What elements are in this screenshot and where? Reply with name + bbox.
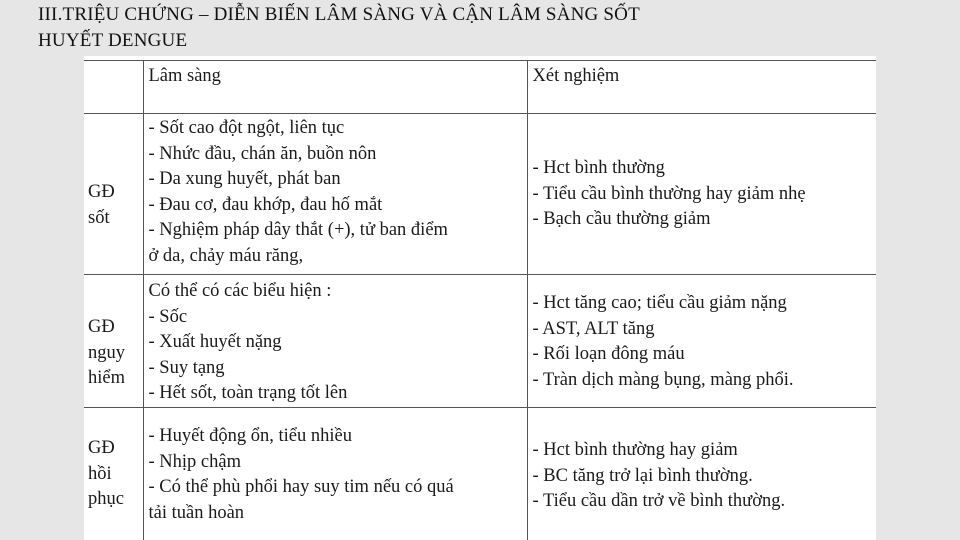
stage-line: sốt (88, 207, 110, 228)
table-header-row (84, 61, 876, 114)
clinical-line: - Có thể phù phổi hay suy tim nếu có quá (148, 477, 454, 497)
lab-line: - Hct bình thường hay giảm (532, 440, 738, 460)
stage-line: GĐ (88, 438, 115, 458)
lab-line: - Bạch cầu thường giảm (532, 209, 711, 229)
table-image (84, 56, 876, 540)
title-line-2: HUYẾT DENGUE (38, 30, 188, 51)
stage-cell-fever (84, 114, 143, 275)
stage-line: phục (88, 489, 124, 509)
lab-cell-recovery (527, 408, 876, 540)
clinical-line: - Nghiệm pháp dây thắt (+), tử ban điểm (148, 220, 448, 240)
stage-line: nguy (88, 342, 125, 363)
lab-cell-fever (527, 114, 876, 275)
slide-title (38, 2, 918, 54)
clinical-line: - Sốc (148, 306, 188, 327)
table-row (84, 275, 876, 408)
lab-line: - AST, ALT tăng (532, 318, 655, 339)
lab-line: - BC tăng trở lại bình thường. (532, 465, 753, 486)
lab-line: - Tràn dịch màng bụng, màng phổi. (532, 369, 794, 390)
stage-line: GĐ (88, 182, 115, 202)
clinical-line: ở da, chảy máu răng, (148, 245, 304, 266)
stage-line: hồi (88, 463, 112, 484)
lab-line: - Tiểu cầu dần trở về bình thường. (532, 491, 786, 511)
stage-cell-critical (84, 275, 143, 408)
clinical-line: - Nhịp chậm (148, 451, 241, 472)
lab-cell-critical (527, 275, 876, 408)
symptom-table (84, 60, 876, 540)
lab-line: - Rối loạn đông máu (532, 344, 685, 364)
clinical-line: - Da xung huyết, phát ban (148, 169, 341, 189)
clinical-line: - Sốt cao đột ngột, liên tục (148, 118, 345, 138)
clinical-line: - Xuất huyết nặng (148, 332, 282, 352)
stage-line: hiểm (88, 368, 125, 388)
clinical-line: Có thể có các biểu hiện : (148, 281, 332, 301)
stage-cell-recovery (84, 408, 143, 540)
clinical-line: tải tuần hoàn (148, 502, 245, 523)
clinical-line: - Nhức đầu, chán ăn, buồn nôn (148, 143, 377, 164)
header-lab-cell: Xét nghiệm (527, 61, 876, 114)
clinical-line: - Suy tạng (148, 357, 225, 378)
header-stage-cell (84, 61, 143, 114)
header-clinical-cell: Lâm sàng (143, 61, 527, 114)
title-line-1: III.TRIỆU CHỨNG – DIỄN BIẾN LÂM SÀNG VÀ CẬN LÂM SÀNG SỐT (38, 4, 640, 25)
clinical-line: - Đau cơ, đau khớp, đau hố mắt (148, 194, 383, 215)
table-row (84, 408, 876, 540)
table-row (84, 114, 876, 275)
clinical-cell-recovery (143, 408, 527, 540)
stage-line: GĐ (88, 317, 115, 337)
clinical-line: - Huyết động ổn, tiểu nhiều (148, 426, 352, 446)
lab-line: - Hct tăng cao; tiểu cầu giảm nặng (532, 293, 787, 313)
lab-line: - Tiểu cầu bình thường hay giảm nhẹ (532, 183, 806, 204)
clinical-cell-fever (143, 114, 527, 275)
lab-line: - Hct bình thường (532, 158, 665, 178)
clinical-cell-critical (143, 275, 527, 408)
clinical-line: - Hết sốt, toàn trạng tốt lên (148, 383, 348, 403)
